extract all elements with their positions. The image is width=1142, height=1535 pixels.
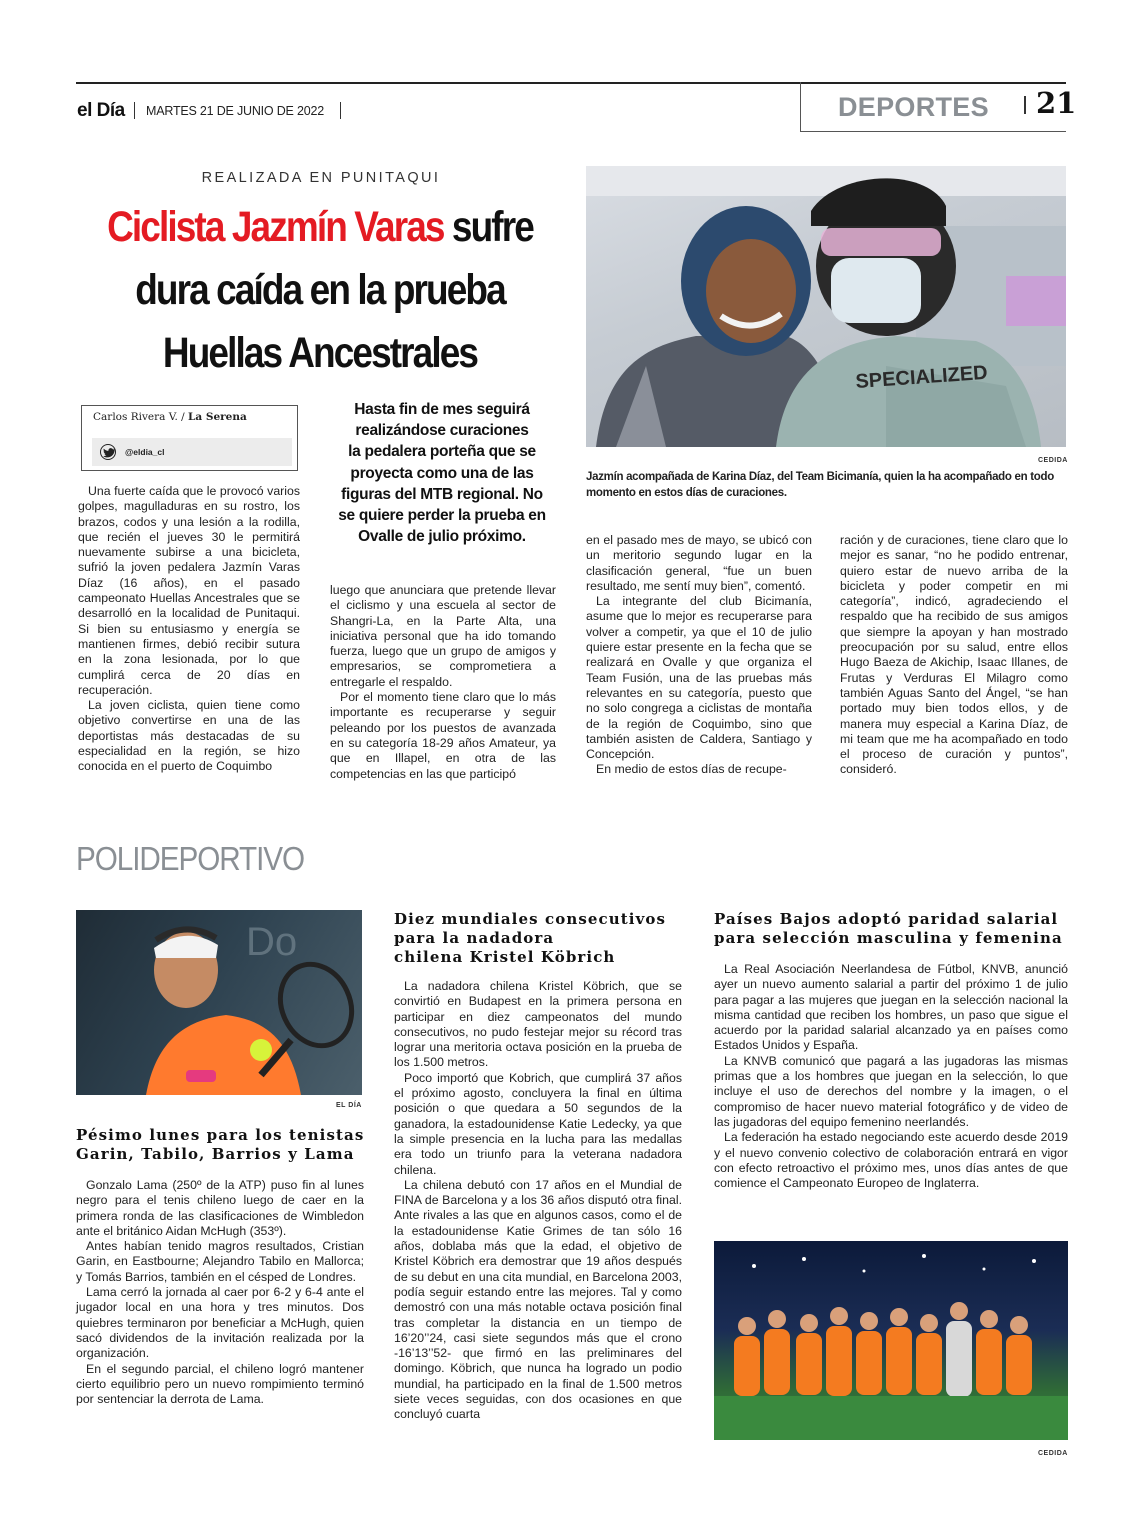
lead-line: se quiere perder la prueba en: [338, 507, 546, 525]
article-lead: [322, 399, 562, 547]
paragraph: La federación ha estado negociando este acuerdo desde 2019 y el nuevo convenio colectivo de colaboración entrará en vigor con efecto retroactivo el próximo mes, unos días antes de que comience el Campeonato Europeo de Inglaterra.: [714, 1130, 1068, 1191]
tennis-headline: [76, 1126, 366, 1164]
paragraph: En medio de estos días de recupe-: [596, 762, 787, 777]
swimming-body: [394, 979, 682, 1423]
lead-line: la pedalera porteña que se: [348, 443, 536, 461]
paragraph: La joven ciclista, quien tiene como objetivo convertirse en una de las deportistas más destacadas de su especialidad en la región, se hizo conocida en el puerto de Coquimbo: [78, 698, 300, 774]
lead-line: realizándose curaciones: [355, 422, 529, 440]
masthead-logo: el Día: [77, 100, 125, 121]
headline-line-3: Huellas Ancestrales: [162, 329, 478, 377]
photo-credit: CEDIDA: [1038, 457, 1068, 464]
polideportivo-title: POLIDEPORTIVO: [76, 840, 305, 877]
article-column-1: [78, 484, 300, 775]
byline-box: [81, 405, 298, 471]
paragraph: La integrante del club Bicimanía, asume que lo mejor es recuperarse para volver a competir, ya que el 10 de julio quiere estar presente en la fecha que se realizará en Ovalle y que organiza el Team Fusión, una de las pruebas más relevantes en su categoría, puesto que no solo congrega a ciclistas de montaña de la región de Coquimbo, sino que también asisten de Caldera, Santiago y Concepción.: [586, 594, 812, 762]
headline-line: Pésimo lunes para los tenistas: [76, 1126, 365, 1144]
paragraph: La chilena debutó con 17 años en el Mundial de FINA de Barcelona y a los 36 años disputó otra final. Ante rivales a las que en algunos casos, como el de la estadounidense Katie Grimes de tan sólo 16 años, doblaba más que la edad, el objetivo de Kristel Köbrich era demostrar que 19 años después de su debut en una cita mundial, en Barcelona 2003, podía seguir estando entre las mejores. Tal y como demostró con una más notable octava posición final tras completar la distancia en un tiempo de 16’20’’24, casi siete segundos más que el crono -16’13’’52- que firmó en las preliminares del domingo. Köbrich, que nunca ha logrado un podio mundial, ha participado en la final de 1.500 metros siete veces seguidas, con dos ocasiones en que concluyó cuarta: [394, 1177, 682, 1422]
headline-highlight: Ciclista Jazmín Varas: [107, 203, 444, 251]
paragraph: La KNVB comunicó que pagará a las jugadoras las mismas primas que a los hombres que juegan en la selección, lo que incluye el uso de derechos del nombre y la imagen, o el compromiso de hacer nuevo material fotográfico y de video de las jugadoras del equipo femenino neerlandés.: [714, 1053, 1068, 1129]
section-label: DEPORTES: [838, 92, 989, 122]
headline-line: Países Bajos adoptó paridad salarial: [714, 910, 1059, 928]
headline-line: Diez mundiales consecutivos: [394, 910, 667, 928]
twitter-bar[interactable]: [92, 438, 292, 466]
shirt-brand-text: SPECIALIZED: [854, 361, 989, 393]
paragraph: La Real Asociación Neerlandesa de Fútbol, KNVB, anunció ayer un nuevo aumento salarial a partir del próximo 1 de julio para pagar a las mujeres que juegan en la selección nacional la misma cantidad que reciben los hombres, un paso que sigue el acuerdo por la paridad salarial alcanzado ya en países como Estados Unidos y España.: [714, 962, 1068, 1053]
netherlands-headline: [714, 910, 1074, 948]
headline-line: chilena Kristel Köbrich: [394, 948, 616, 966]
article-kicker: REALIZADA EN PUNITAQUI: [201, 170, 441, 186]
headline-line: para selección masculina y femenina: [714, 929, 1063, 947]
headline-line: Garin, Tabilo, Barrios y Lama: [76, 1145, 355, 1163]
twitter-icon: [100, 444, 116, 460]
tennis-photo: [76, 910, 362, 1095]
article-column-2: [330, 583, 556, 782]
netherlands-team-photo: [714, 1241, 1068, 1440]
article-column-4: [840, 533, 1068, 778]
headline-part: sufre: [443, 203, 533, 251]
page-number: 21: [1036, 86, 1077, 120]
article-headline: [96, 196, 543, 385]
paragraph: luego que anunciara que pretende llevar el ciclismo y una escuela al sector de Shangri-La, en la Parte Alta, una iniciativa personal que ha ido tomando fuerza, luego que un grupo de amigos y empresarios, se comprometiera a entregarle el respaldo.: [330, 583, 556, 689]
svg-text:Do: Do: [246, 920, 298, 964]
byline-place: La Serena: [188, 411, 247, 423]
paragraph: Una fuerte caída que le provocó varios golpes, magulladuras en su rostro, los brazos, codos y una lesión a la rodilla, que recién el jueves 30 le permitirá nuevamente subirse a una bicicleta, sufrió la joven pedalera Jazmín Varas Díaz (16 años), en el pasado campeonato Huellas Ancestrales que se desarrolló en la localidad de Punitaqui. Si bien su entusiasmo y energía se mantienen firmes, debió recibir sutura en la zona lesionada, por lo que cumplirá cerca de 20 días en recuperación.: [78, 484, 300, 697]
twitter-handle: @eldia_cl: [125, 447, 165, 457]
headline-line: para la nadadora: [394, 929, 555, 947]
paragraph: La nadadora chilena Kristel Köbrich, que se convirtió en Budapest en la primera persona en participar en diez campeonatos del mundo consecutivos, no pudo festejar mejor su récord tras lograr una meritoria octava posición en la prueba de los 1.500 metros.: [394, 979, 682, 1070]
netherlands-photo-credit: CEDIDA: [1038, 1450, 1068, 1457]
netherlands-body: [714, 962, 1068, 1191]
paragraph: Gonzalo Lama (250º de la ATP) puso fin al lunes negro para el tenis chileno luego de caer en la primera ronda de las clasificaciones de Wimbledon ante el británico Aidan McHugh (353º).: [76, 1178, 364, 1238]
paragraph: Antes habían tenido magros resultados, Cristian Garin, en Eastbourne; Alejandro Tabilo en Mallorca; y Tomás Barrios, también en el césped de Londres.: [76, 1239, 364, 1284]
article-column-3: [586, 533, 812, 778]
lead-line: Hasta fin de mes seguirá: [354, 401, 530, 418]
paragraph: ración y de curaciones, tiene claro que lo mejor es sanar, “no he podido entrenar, quiero estar de nuevo arriba de la bicicleta y poder competir en mi categoría”, indicó, agradeciendo el respaldo que ha recibido de sus amigos que siempre la apoyan y han mostrado preocupación por su salud, entre ellos Hugo Baeza de Akichip, Isaac Illanes, de Frutas y Verduras El Milagro como también Aguas Santo del Ángel, “se han portado muy bien todos ellos, y de manera muy especial a Karina Díaz, de mi team que me ha acompañado en todo el proceso de curación y puntos”, consideró.: [840, 533, 1068, 777]
paragraph: en el pasado mes de mayo, se ubicó con un meritorio segundo lugar en la clasificación general, “fue un buen resultado, me sentí muy bien”, comentó.: [586, 533, 812, 593]
lead-line: figuras del MTB regional. No: [341, 485, 543, 503]
tennis-photo-credit: EL DÍA: [336, 1102, 362, 1109]
byline-author: Carlos Rivera V. /: [93, 411, 189, 423]
photo-caption: Jazmín acompañada de Karina Díaz, del Team Bicimanía, quien la ha acompañado en todo momento en estos días de curaciones.: [586, 471, 1054, 499]
lead-line: Ovalle de julio próximo.: [358, 528, 526, 546]
lead-line: proyecta como una de las: [350, 464, 534, 482]
tennis-body: [76, 1178, 364, 1407]
swimming-headline: [394, 910, 694, 967]
paragraph: Por el momento tiene claro que lo más importante es recuperarse y seguir peleando por los puestos de avanzada en su categoría 18-29 años Amateur, ya que en Illapel, en otra de las competencias en las que participó: [330, 690, 556, 781]
paragraph: En el segundo parcial, el chileno logró mantener cierto equilibrio pero un nuevo rompimiento terminó por sentenciar la derrota de Lama.: [76, 1361, 364, 1407]
cyclist-photo: [586, 166, 1066, 447]
paragraph: Lama cerró la jornada al caer por 6-2 y 6-4 ante el jugador local en una hora y tres minutos. Dos quiebres terminaron por beneficiar a McHugh, quien sacó dividendos de la invitación realizada por la organización.: [76, 1285, 364, 1361]
headline-line-2: dura caída en la prueba: [135, 266, 505, 314]
paragraph: Poco importó que Kobrich, que cumplirá 37 años el próximo agosto, concluyera la final en última posición o que quedara a 50 segundos de la ganadora, la estadounidense Katie Ledecky, ya que la simple presencia en la lucha para las medallas era todo un triunfo para la veterana nadadora chilena.: [394, 1070, 682, 1177]
issue-date: MARTES 21 DE JUNIO DE 2022: [146, 104, 324, 118]
